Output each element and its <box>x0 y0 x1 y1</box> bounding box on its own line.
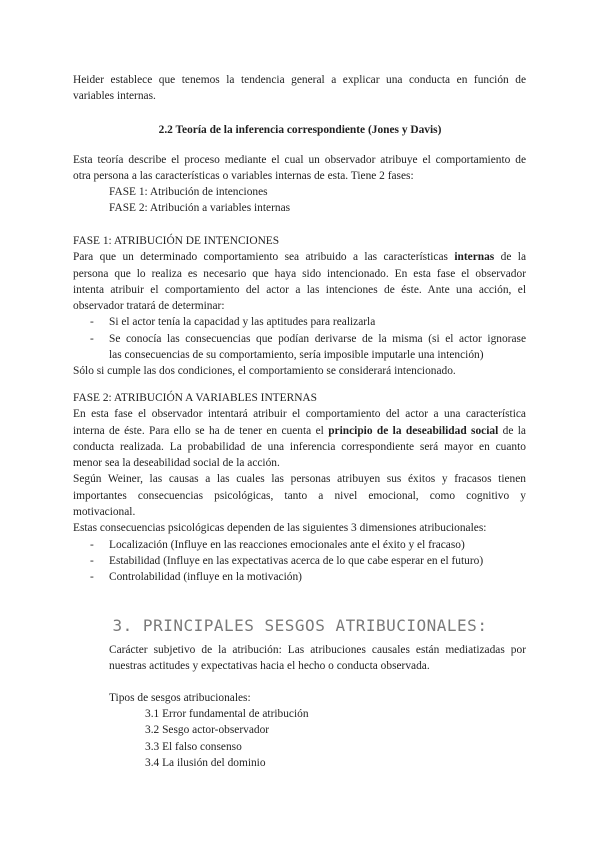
section-2-2-description <box>73 152 526 185</box>
text-run: Para que un determinado comportamiento sea atribuido a las características <box>73 251 448 264</box>
list-item-text: - Localización (Influye en las reacciones emocionales ante el éxito y el fracaso) <box>109 538 465 551</box>
list-item <box>90 537 526 553</box>
intro-line: variables internas. <box>73 90 156 103</box>
fase-1-line <box>73 249 526 265</box>
description-line: Carácter subjetivo de la atribución: Las atribuciones causales están mediatizadas por <box>109 644 526 656</box>
list-item <box>90 569 526 585</box>
section-2-2-title: 2.2 Teoría de la inferencia correspondiente (Jones y Davis) <box>158 124 442 136</box>
description-line: nuestras actitudes y expectativas hacia el hecho o conducta observada. <box>109 660 430 673</box>
bias-type-item: 3.4 La ilusión del dominio <box>145 756 266 769</box>
dimensions-list <box>90 537 526 586</box>
list-item-text: - Controlabilidad (influye en la motivación) <box>109 571 302 584</box>
intro-paragraph <box>73 72 526 105</box>
list-item <box>90 314 526 330</box>
bias-type-item: 3.3 El falso consenso <box>145 740 242 753</box>
list-item <box>90 331 526 364</box>
fase-1-line: observador tratará de determinar: <box>73 300 225 313</box>
section-3-description <box>109 642 526 675</box>
phase-item: FASE 2: Atribución a variables internas <box>109 202 291 215</box>
fase-1-conditions <box>90 314 526 363</box>
fase-1-heading: FASE 1: ATRIBUCIÓN DE INTENCIONES <box>73 235 280 247</box>
list-item-text: las consecuencias de su comportamiento, sería imposible imputarle una intención) <box>109 349 484 362</box>
list-item-text: - Se conocía las consecuencias que podían derivarse de la misma (si el actor ignorase <box>109 332 526 345</box>
weiner-line: motivacional. <box>73 506 136 519</box>
fase-2-line: En esta fase el observador intentará atribuir el comportamiento del actor a una característica <box>73 408 526 421</box>
list-item <box>90 553 526 569</box>
section-3-title: 3. PRINCIPALES SESGOS ATRIBUCIONALES: <box>112 616 488 635</box>
fase-2-block <box>73 390 526 586</box>
weiner-line: Según Weiner, las causas a las cuales las personas atribuyen sus éxitos y fracasos tienen <box>73 473 526 486</box>
bias-types-label: Tipos de sesgos atribucionales: <box>109 692 251 704</box>
phases-list <box>109 184 509 217</box>
text-run: de la <box>500 251 526 264</box>
text-run: interna de éste. Para ello se ha de tener en cuenta el <box>73 424 324 437</box>
list-item-text: - Si el actor tenía la capacidad y las aptitudes para realizarla <box>109 316 376 329</box>
fase-2-line: conducta realizada. La probabilidad de una inferencia correspondiente será mayor en cuanto <box>73 440 526 453</box>
fase-2-line <box>73 423 526 439</box>
bias-types-list <box>145 706 505 771</box>
emphasis-internas: internas <box>454 251 495 264</box>
fase-2-line: menor sea la deseabilidad social de la acción. <box>73 457 280 470</box>
phase-item: FASE 1: Atribución de intenciones <box>109 186 268 198</box>
weiner-line: importantes consecuencias psicológicas, tanto a nivel emocional, como cognitivo y <box>73 489 526 502</box>
fase-1-closing: Sólo si cumple las dos condiciones, el comportamiento se considerará intencionado. <box>73 365 456 378</box>
description-line: otra persona a las características o variables internas de esta. Tiene 2 fases: <box>73 170 414 183</box>
text-run: de la <box>502 424 526 437</box>
list-item-text: - Estabilidad (Influye en las expectativas acerca de lo que cabe esperar en el futuro) <box>109 554 484 567</box>
fase-1-block <box>73 233 526 380</box>
emphasis-deseabilidad: principio de la deseabilidad social <box>328 424 499 437</box>
bias-type-item: 3.2 Sesgo actor-observador <box>145 724 270 737</box>
fase-1-line: persona que lo realiza es necesario que haya sido intencionado. En esta fase el observador <box>73 267 526 280</box>
description-line: Esta teoría describe el proceso mediante el cual un observador atribuye el comportamiento de <box>73 154 526 166</box>
bias-type-item: 3.1 Error fundamental de atribución <box>145 708 309 720</box>
fase-2-heading: FASE 2: ATRIBUCIÓN A VARIABLES INTERNAS <box>73 392 317 404</box>
fase-1-line: intenta atribuir el comportamiento del actor a las intenciones de éste. Ante una acción, el <box>73 283 526 296</box>
intro-line: Heider establece que tenemos la tendencia general a explicar una conducta en función de <box>73 74 526 86</box>
dimensions-intro: Estas consecuencias psicológicas dependen de las siguientes 3 dimensiones atribucionales: <box>73 522 487 535</box>
